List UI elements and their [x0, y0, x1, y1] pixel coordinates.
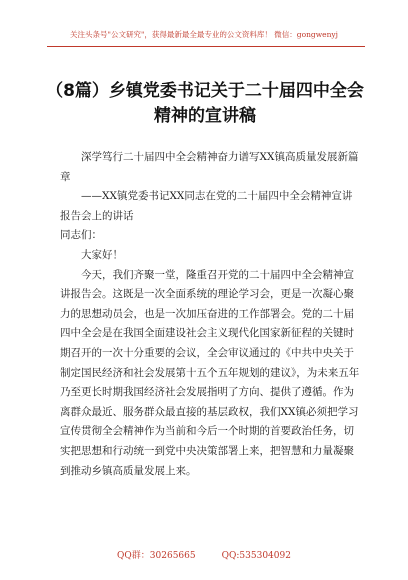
- header-promo-note: 关注头条号"公文研究"，获得最新最全最专业的公文资料库！ 微信：gongwenyj: [70, 30, 338, 39]
- document-subtitle: 深学笃行二十届四中全会精神奋力谱写XX镇高质量发展新篇章: [60, 151, 359, 183]
- greeting: 大家好！: [81, 248, 123, 261]
- document-body: [60, 148, 360, 481]
- footer-contact: [0, 548, 408, 561]
- document-byline: ——XX镇党委书记XX同志在党的二十届四中全会精神宣讲报告会上的讲话: [60, 190, 353, 222]
- footer-qq-group: QQ群：30265665: [117, 551, 196, 561]
- footer-qq: QQ:535304092: [221, 551, 291, 561]
- document-title: （8篇）乡镇党委书记关于二十届四中全会精神的宣讲稿: [46, 81, 364, 126]
- salutation: 同志们：: [60, 229, 102, 242]
- body-paragraph: 今天，我们齐聚一堂，隆重召开党的二十届四中全会精神宣讲报告会。这既是一次全面系统的理论学习会，更是一次凝心聚力的思想动员会，也是一次加压奋进的工作部署会。党的二十届四中全会是在我国全面建设社会主义现代化国家新征程的关键时期召开的一次十分重要的会议，全会审议通过的《中共中央关于制定国民经济和社会发展第十五个五年规划的建议》，为未来五年乃至更长时期我国经济社会发展指明了方向、提供了遵循。作为离群众最近、服务群众最直接的基层政权，我们XX镇必须把学习宣传贯彻全会精神作为当前和今后一个时期的首要政治任务，切实把思想和行动统一到党中央决策部署上来，把智慧和力量凝聚到推动乡镇高质量发展上来。: [60, 268, 360, 477]
- header-divider: [47, 46, 365, 47]
